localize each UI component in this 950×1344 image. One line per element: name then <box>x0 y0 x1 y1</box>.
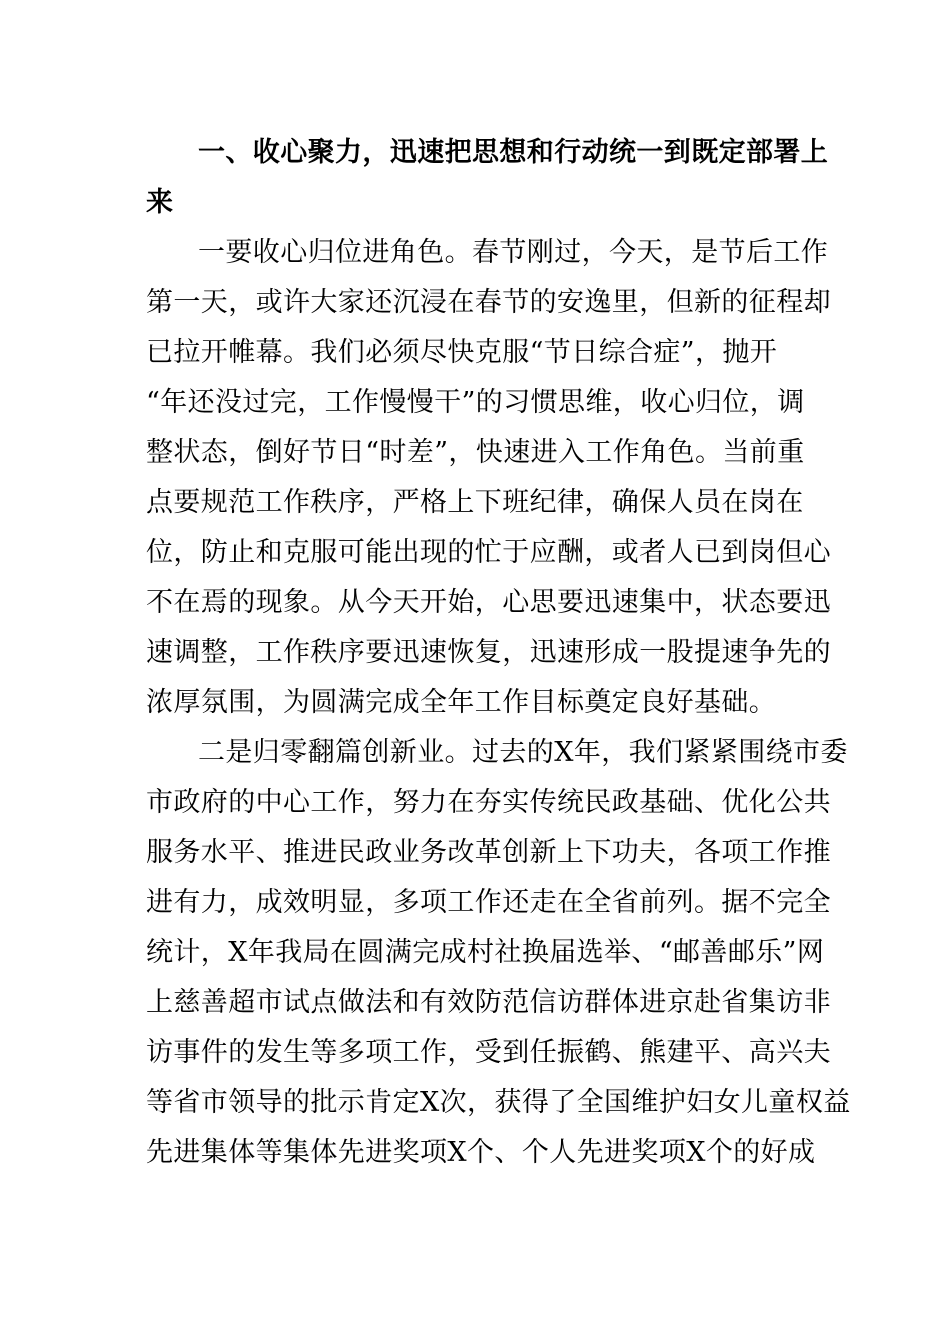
paragraph-2-line-4: 进有力，成效明显，多项工作还走在全省前列。据不完全 <box>146 887 831 918</box>
paragraph-2-line-8: 等省市领导的批示肯定X次，获得了全国维护妇女儿童权益 <box>146 1087 851 1118</box>
section-heading-line-2: 来 <box>146 187 174 218</box>
paragraph-2-line-7: 访事件的发生等多项工作，受到任振鹤、熊建平、高兴夫 <box>146 1037 831 1068</box>
paragraph-1-line-7: 位，防止和克服可能出现的忙于应酬，或者人已到岗但心 <box>146 537 831 568</box>
paragraph-1-line-10: 浓厚氛围，为圆满完成全年工作目标奠定良好基础。 <box>146 687 777 718</box>
paragraph-2-line-3: 服务水平、推进民政业务改革创新上下功夫，各项工作推 <box>146 837 831 868</box>
paragraph-2-line-1: 二是归零翻篇创新业。过去的X年，我们紧紧围绕市委 <box>198 737 848 768</box>
paragraph-1-line-5: 整状态，倒好节日“时差”，快速进入工作角色。当前重 <box>146 437 805 468</box>
paragraph-1-line-4: “年还没过完，工作慢慢干”的习惯思维，收心归位，调 <box>146 387 805 418</box>
paragraph-1-line-3: 已拉开帷幕。我们必须尽快克服“节日综合症”，抛开 <box>146 337 778 368</box>
paragraph-1-line-1: 一要收心归位进角色。春节刚过，今天，是节后工作 <box>198 237 829 268</box>
paragraph-1-line-6: 点要规范工作秩序，严格上下班纪律，确保人员在岗在 <box>146 487 804 518</box>
paragraph-2-line-5: 统计，X年我局在圆满完成村社换届选举、“邮善邮乐”网 <box>146 937 825 968</box>
paragraph-1-line-9: 速调整，工作秩序要迅速恢复，迅速形成一股提速争先的 <box>146 637 831 668</box>
paragraph-1-line-8: 不在焉的现象。从今天开始，心思要迅速集中，状态要迅 <box>146 587 831 618</box>
section-heading-line-1: 一、收心聚力，迅速把思想和行动统一到既定部署上 <box>198 137 829 168</box>
paragraph-1-line-2: 第一天，或许大家还沉浸在春节的安逸里，但新的征程却 <box>146 287 831 318</box>
paragraph-2-line-6: 上慈善超市试点做法和有效防范信访群体进京赴省集访非 <box>146 987 831 1018</box>
paragraph-2-line-9: 先进集体等集体先进奖项X个、个人先进奖项X个的好成 <box>146 1137 816 1168</box>
paragraph-2-line-2: 市政府的中心工作，努力在夯实传统民政基础、优化公共 <box>146 787 831 818</box>
